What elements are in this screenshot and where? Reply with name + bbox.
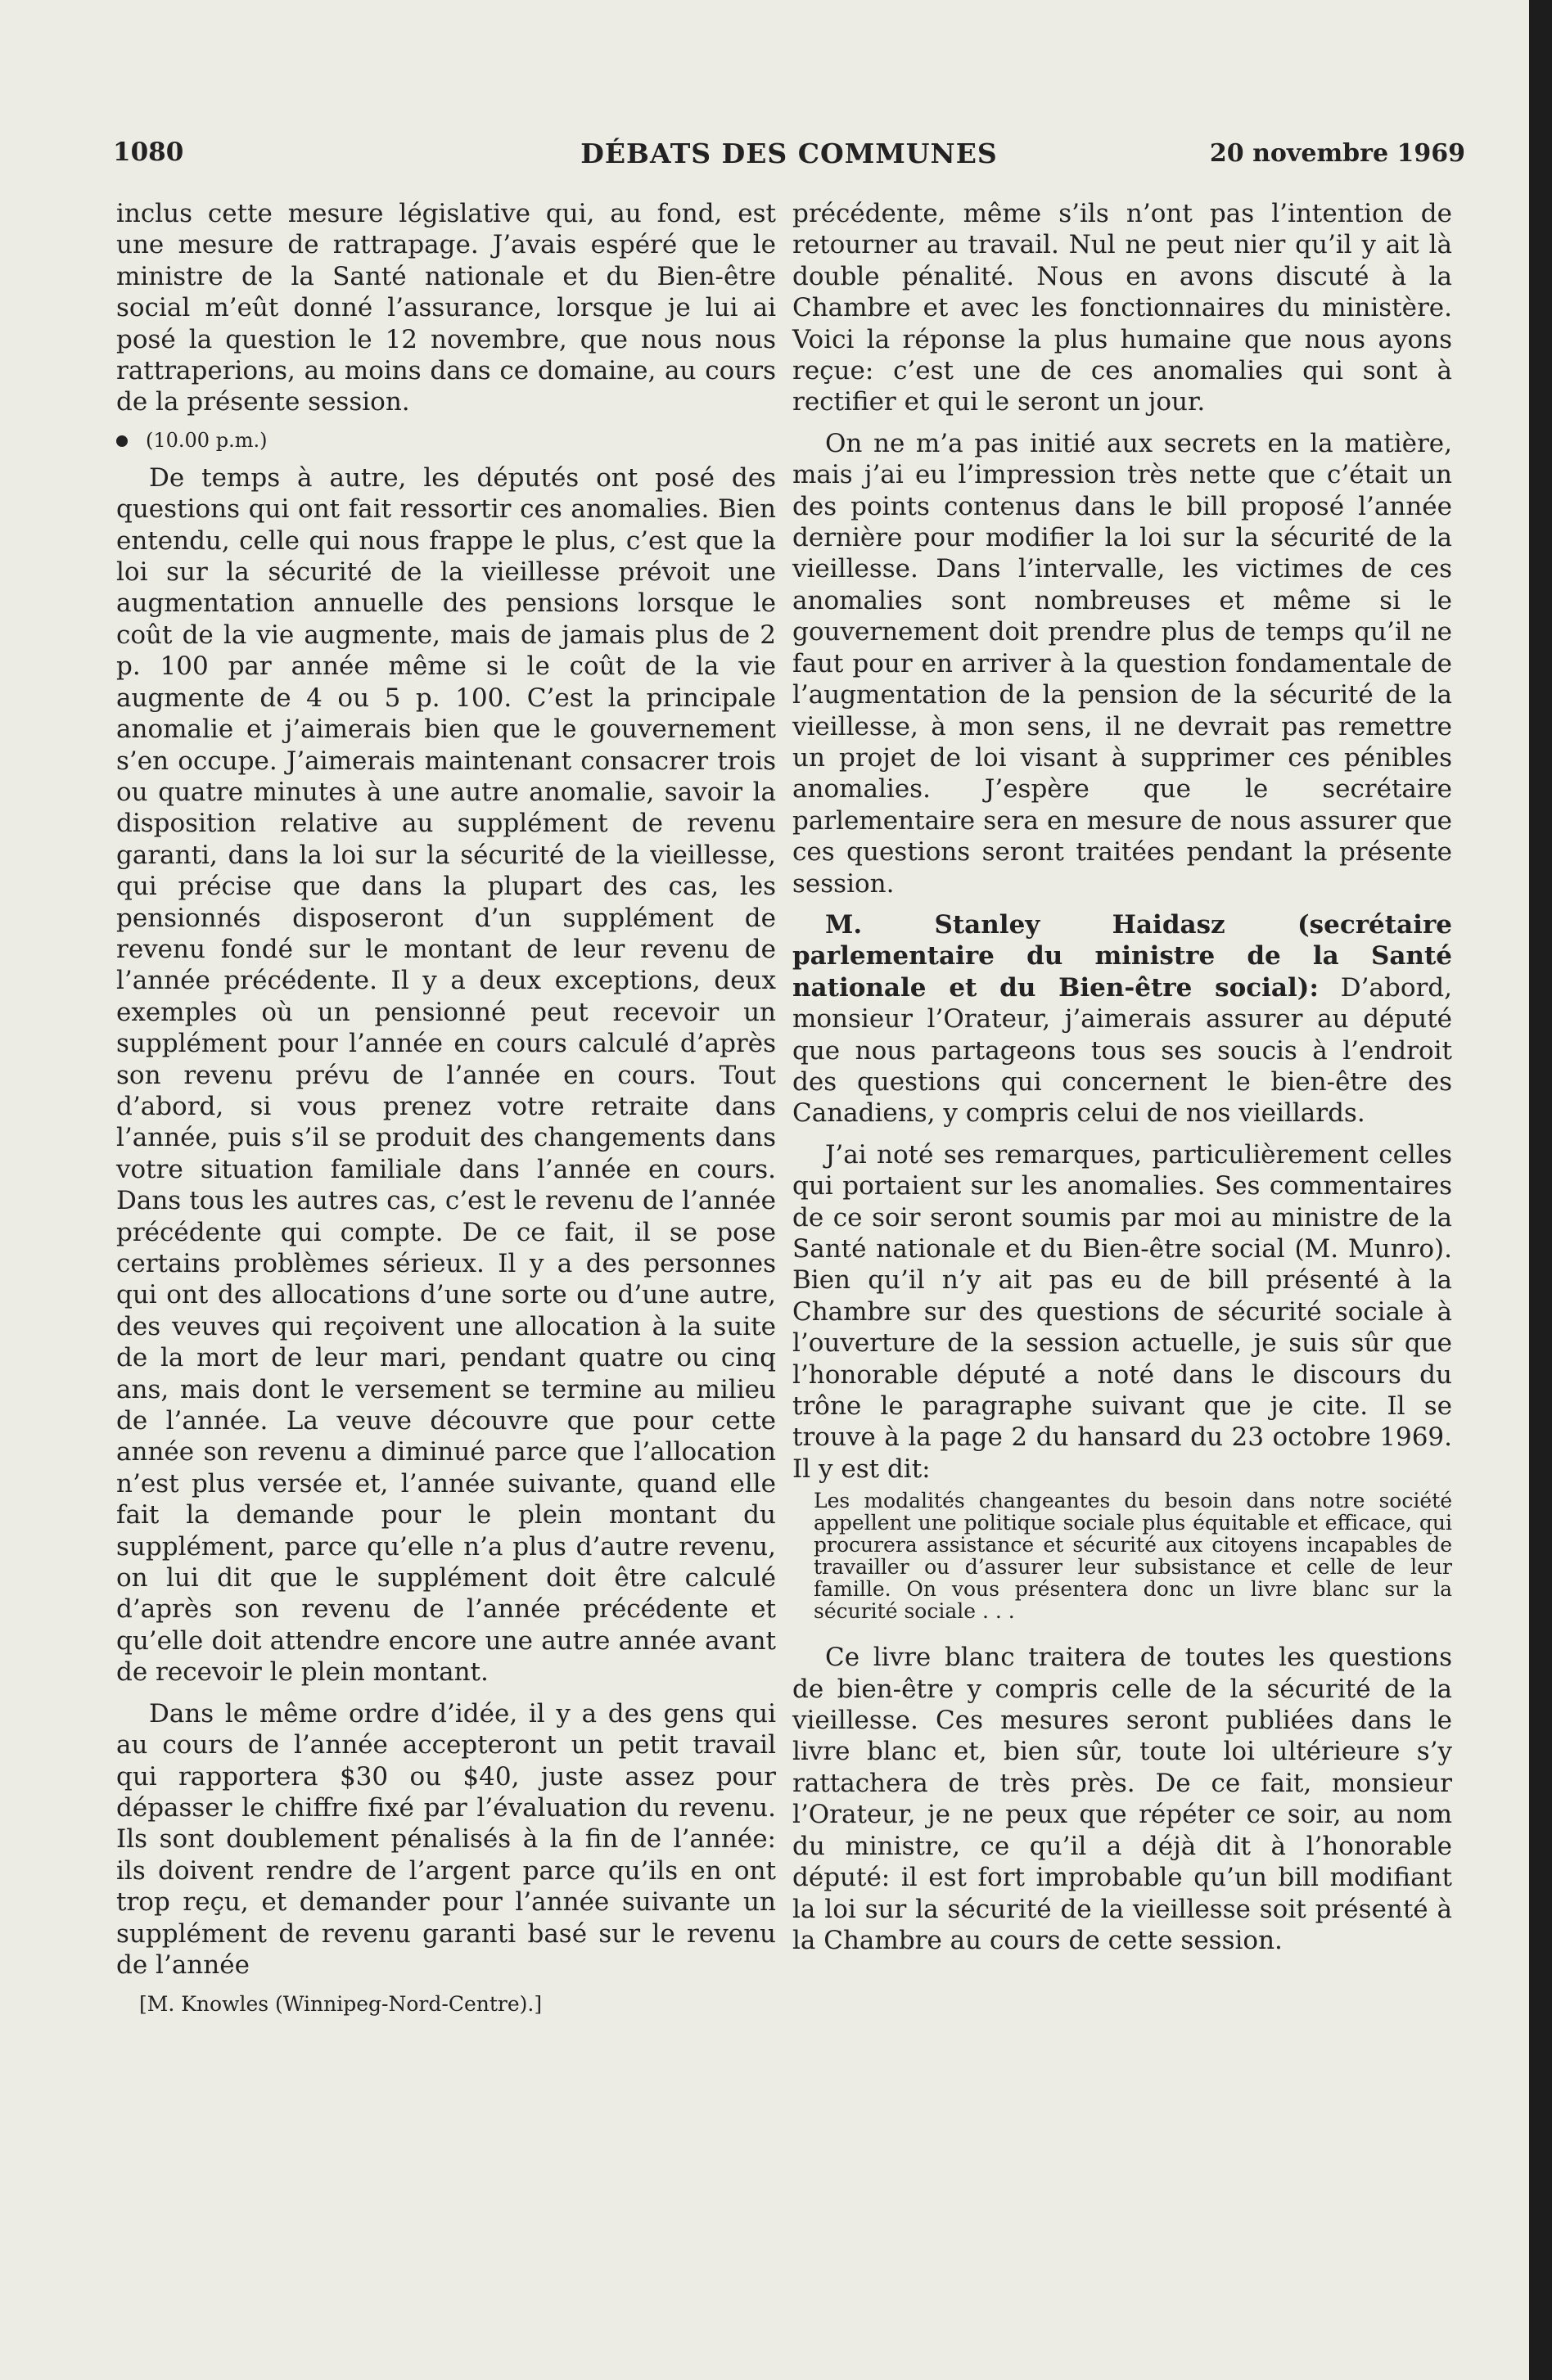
- left-column: [116, 198, 776, 2017]
- time-stamp: (10.00 p.m.): [146, 428, 268, 452]
- paragraph: inclus cette mesure législative qui, au fond, est une mesure de rattrapage. J’avais espéré que le ministre de la Santé nationale et du Bien-être social m’eût donné l’assurance, lorsque je lui ai posé la question le 12 novembre, que nous nous rattraperions, au moins dans ce domaine, au cours de la présente session.: [116, 199, 776, 417]
- publication-title: DÉBATS DES COMMUNES: [580, 137, 998, 169]
- paragraph: Dans le même ordre d’idée, il y a des gens qui au cours de l’année accepteront un petit travail qui rapportera $30 ou $40, juste assez pour dépasser le chiffre fixé par l’évaluation du revenu. Ils sont doublement pénalisés à la fin de l’année: ils doivent rendre de l’argent parce qu’ils en ont trop reçu, et demander pour l’année suivante un supplément de revenu garanti basé sur le revenu de l’année: [116, 1698, 776, 1980]
- paragraph: De temps à autre, les députés ont posé des questions qui ont fait ressortir ces anomalies. Bien entendu, celle qui nous frappe le plus, c’est que la loi sur la sécurité de la vieillesse prévoit une augmentation annuelle des pensions lorsque le coût de la vie augmente, mais de jamais plus de 2 p. 100 par année même si le coût de la vie augmente de 4 ou 5 p. 100. C’est la principale anomalie et j’aimerais bien que le gouvernement s’en occupe. J’aimerais maintenant consacrer trois ou quatre minutes à une autre anomalie, savoir la disposition relative au supplément de revenu garanti, dans la loi sur la sécurité de la vieillesse, qui précise que dans la plupart des cas, les pensionnés disposeront d’un supplément de revenu fondé sur le montant de leur revenu de l’année précédente. Il y a deux exceptions, deux exemples où un pensionné peut recevoir un supplément pour l’année en cours calculé d’après son revenu prévu de l’année en cours. Tout d’abord, si vous prenez votre retraite dans l’année, puis s’il se produit des changements dans votre situation familiale dans l’année en cours. Dans tous les autres cas, c’est le revenu de l’année précédente qui compte. De ce fait, il se pose certains problèmes sérieux. Il y a des personnes qui ont des allocations d’une sorte ou d’une autre, des veuves qui reçoivent une allocation à la suite de la mort de leur mari, pendant quatre ou cinq ans, mais dont le versement se termine au milieu de l’année. La veuve découvre que pour cette année son revenu a diminué parce que l’allocation n’est plus versée et, l’année suivante, quand elle fait la demande pour le plein montant du supplément, parce qu’elle n’a plus d’autre revenu, on lui dit que le supplément doit être calculé d’après son revenu de l’année précédente et qu’elle doit attendre encore une autre année avant de recevoir le plein montant.: [116, 462, 776, 1688]
- scan-edge: [1529, 0, 1552, 2380]
- paragraph: Ce livre blanc traitera de toutes les questions de bien-être y compris celle de la sécurité de la vieillesse. Ces mesures seront publiées dans le livre blanc et, bien sûr, toute loi ultérieure s’y rattachera de très près. De ce fait, monsieur l’Orateur, je ne peux que répéter ce soir, au nom du ministre, ce qu’il a déjà dit à l’honorable député: il est fort improbable qu’un bill modifiant la loi sur la sécurité de la vieillesse soit présenté à la Chambre au cours de cette session.: [792, 1643, 1452, 1955]
- speaker-name: M. Stanley Haidasz (secrétaire parlementaire du ministre de la Santé nationale et du Bien-être social):: [792, 909, 1452, 1003]
- page-number: 1080: [113, 137, 184, 167]
- paragraph: J’ai noté ses remarques, particulièrement celles qui portaient sur les anomalies. Ses commentaires de ce soir seront soumis par moi au ministre de la Santé nationale et du Bien-être social (M. Munro). Bien qu’il n’y ait pas eu de bill présenté à la Chambre sur des questions de sécurité sociale à l’ouverture de la session actuelle, je suis sûr que l’honorable député a noté dans le discours du trône le paragraphe suivant que je cite. Il se trouve à la page 2 du hansard du 23 octobre 1969. Il y est dit:: [792, 1139, 1452, 1484]
- speech-text: D’abord, monsieur l’Orateur, j’aimerais assurer au député que nous partageons tous ses soucis à l’endroit des questions qui concernent le bien-être des Canadiens, y compris celui de nos vieillards.: [792, 972, 1452, 1129]
- block-quote: Les modalités changeantes du besoin dans notre société appellent une politique sociale plus équitable et efficace, qui procurera assistance et sécurité aux citoyens incapables de travailler ou d’assurer leur subsistance et celle de leur famille. On vous présentera donc un livre blanc sur la sécurité sociale . . .: [814, 1489, 1452, 1624]
- speaker-attribution: [M. Knowles (Winnipeg-Nord-Centre).]: [139, 1992, 543, 2017]
- page-header: [113, 137, 1465, 178]
- time-marker: [116, 428, 776, 453]
- speech-paragraph: [792, 909, 1452, 1129]
- issue-date: 20 novembre 1969: [1209, 139, 1465, 168]
- paragraph: On ne m’a pas initié aux secrets en la matière, mais j’ai eu l’impression très nette que c’était un des points contenus dans le bill proposé l’année dernière pour modifier la loi sur la sécurité de la vieillesse. Dans l’intervalle, les victimes de ces anomalies sont nombreuses et même si le gouvernement doit prendre plus de temps qu’il ne faut pour en arriver à la question fondamentale de l’augmentation de la pension de la sécurité de la vieillesse, à mon sens, il ne devrait pas remettre un projet de loi visant à supprimer ces pénibles anomalies. J’espère que le secrétaire parlementaire sera en mesure de nous assurer que ces questions seront traitées pendant la présente session.: [792, 428, 1452, 899]
- bullet-icon: [116, 435, 128, 447]
- right-column: [792, 198, 1452, 1956]
- paragraph: précédente, même s’ils n’ont pas l’intention de retourner au travail. Nul ne peut nier qu’il y ait là double pénalité. Nous en avons discuté à la Chambre et avec les fonctionnaires du ministère. Voici la réponse la plus humaine que nous ayons reçue: c’est une de ces anomalies qui sont à rectifier et qui le seront un jour.: [792, 199, 1452, 417]
